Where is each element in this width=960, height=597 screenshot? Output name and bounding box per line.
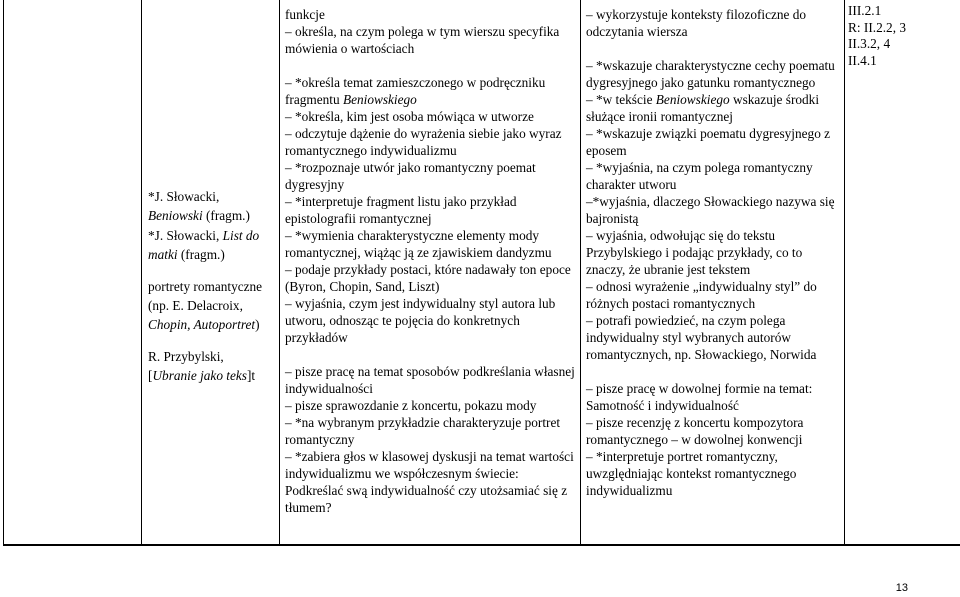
list-item xyxy=(285,397,575,414)
item-text: – wyjaśnia, odwołując się do tekstu Przybylskiego i podając przykłady, co to znaczy, że ubranie jest tekstem xyxy=(586,228,803,277)
list-item xyxy=(285,448,575,516)
list-item xyxy=(586,193,841,227)
item-text: – potrafi powiedzieć, na czym polega indywidualny styl wybranych autorów romantycznych, np. Słowackiego, Norwida xyxy=(586,313,817,362)
item-text: – *wskazuje związki poematu dygresyjnego z eposem xyxy=(586,126,831,158)
list-item xyxy=(285,414,575,448)
list-item xyxy=(148,347,270,386)
list-item xyxy=(586,91,841,125)
spacer xyxy=(586,363,841,380)
list-item xyxy=(285,261,575,295)
item-text: – pisze sprawozdanie z koncertu, pokazu mody xyxy=(285,398,537,413)
italic-title: Beniowski xyxy=(148,208,203,224)
item-text: – podaje przykłady postaci, które nadawały ton epoce (Byron, Chopin, Sand, Liszt) xyxy=(285,262,571,294)
reference-item: II.3.2, 4 xyxy=(848,36,891,51)
reference-item: R: II.2.2, 3 xyxy=(848,19,906,35)
item-text: – odczytuje dążenie do wyrażenia siebie jako wyraz romantycznego indywidualizmu xyxy=(285,126,562,158)
item-text: R. Przybylski, [ xyxy=(148,348,224,384)
item-text: – wykorzystuje konteksty filozoficzne do odczytania wiersza xyxy=(586,7,807,39)
page-number: 13 xyxy=(895,582,908,594)
spacer xyxy=(148,335,270,347)
item-text: portrety romantyczne (np. E. Delacroix, xyxy=(148,278,263,314)
list-item xyxy=(285,363,575,397)
item-text: wskazuje środki służące ironii romantycznej xyxy=(586,92,820,124)
item-text: (fragm.) xyxy=(202,208,250,224)
item-text: *J. Słowacki, xyxy=(148,189,220,204)
list-item xyxy=(285,159,575,193)
item-text: ]t xyxy=(246,368,256,384)
item-text: – *w tekście xyxy=(586,92,656,107)
extended-requirements-list xyxy=(586,6,841,499)
list-item xyxy=(586,159,841,193)
list-item xyxy=(586,448,841,499)
list-item xyxy=(148,187,270,226)
list-item xyxy=(586,380,841,414)
spacer xyxy=(148,265,270,277)
item-text: – *wyjaśnia, na czym polega romantyczny charakter utworu xyxy=(586,160,813,192)
item-text: funkcje xyxy=(285,7,325,22)
list-item xyxy=(148,226,270,265)
item-text: – *interpretuje fragment listu jako przykład epistolografii romantycznej xyxy=(285,194,517,226)
spacer xyxy=(285,57,575,74)
item-text: – odnosi wyrażenie „indywidualny styl” do różnych postaci romantycznych xyxy=(586,279,817,311)
item-text: – *rozpoznaje utwór jako romantyczny poemat dygresyjny xyxy=(285,160,536,192)
references-cell xyxy=(845,0,960,545)
italic-title: Ubranie jako teks xyxy=(152,368,247,384)
sources-list xyxy=(148,187,270,386)
list-item xyxy=(285,193,575,227)
curriculum-table xyxy=(3,0,960,546)
list-item xyxy=(586,6,841,40)
list-item xyxy=(586,414,841,448)
spacer xyxy=(285,346,575,363)
list-item xyxy=(586,57,841,91)
list-item xyxy=(285,23,575,57)
list-item xyxy=(285,6,575,23)
reference-item: II.4.1 xyxy=(848,52,877,68)
italic-title: Chopin, Autoportret xyxy=(148,317,256,333)
list-item xyxy=(285,295,575,346)
item-text: – *określa, kim jest osoba mówiąca w utworze xyxy=(285,109,534,124)
reference-item: III.2.1 xyxy=(848,3,882,18)
list-item xyxy=(586,278,841,312)
item-text: –*wyjaśnia, dlaczego Słowackiego nazywa się bajronistą xyxy=(586,194,835,226)
list-item xyxy=(586,227,841,278)
item-text: – wyjaśnia, czym jest indywidualny styl autora lub utworu, odnosząc te pojęcia do konkretnych przykładów xyxy=(285,296,556,345)
item-text: – pisze pracę na temat sposobów podkreślania własnej indywidualności xyxy=(285,364,575,396)
item-text: (fragm.) xyxy=(177,247,225,263)
item-text: – *interpretuje portret romantyczny, uwzględniając kontekst romantycznego indywidualizmu xyxy=(586,449,797,498)
list-item xyxy=(285,74,575,108)
references-list xyxy=(848,3,906,69)
item-text: – *na wybranym przykładzie charakteryzuje portret romantyczny xyxy=(285,415,561,447)
item-text: – pisze pracę w dowolnej formie na temat: Samotność i indywidualność xyxy=(586,381,813,413)
italic-title: Beniowskiego xyxy=(655,92,730,107)
item-text: – *wskazuje charakterystyczne cechy poematu dygresyjnego jako gatunku romantycznego xyxy=(586,58,835,90)
item-text: – *zabiera głos w klasowej dyskusji na temat wartości indywidualizmu we współczesnym świecie: Podkreślać swą indywidualność czy utożsamiać się z tłumem? xyxy=(285,449,574,515)
list-item xyxy=(285,108,575,125)
item-text: ) xyxy=(255,317,260,333)
requirements-cell xyxy=(280,0,581,545)
table-row xyxy=(4,0,960,545)
item-text: – *określa temat zamieszczonego w podręczniku fragmentu xyxy=(285,75,546,107)
blank-column-cell xyxy=(4,0,142,545)
sources-cell xyxy=(142,0,280,545)
italic-title: List do matki xyxy=(148,227,260,263)
list-item xyxy=(586,312,841,363)
item-text: – *wymienia charakterystyczne elementy mody romantycznej, wiążąc ją ze zjawiskiem dandyzmu xyxy=(285,228,552,260)
list-item xyxy=(586,125,841,159)
item-text: – określa, na czym polega w tym wierszu specyfika mówienia o wartościach xyxy=(285,24,560,56)
item-text: *J. Słowacki, xyxy=(148,227,223,243)
spacer xyxy=(586,40,841,57)
list-item xyxy=(285,125,575,159)
item-text: – pisze recenzję z koncertu kompozytora romantycznego – w dowolnej konwencji xyxy=(586,415,804,447)
list-item xyxy=(148,277,270,335)
list-item xyxy=(285,227,575,261)
requirements-list xyxy=(285,6,575,516)
extended-requirements-cell xyxy=(581,0,845,545)
italic-title: Beniowskiego xyxy=(342,92,417,107)
